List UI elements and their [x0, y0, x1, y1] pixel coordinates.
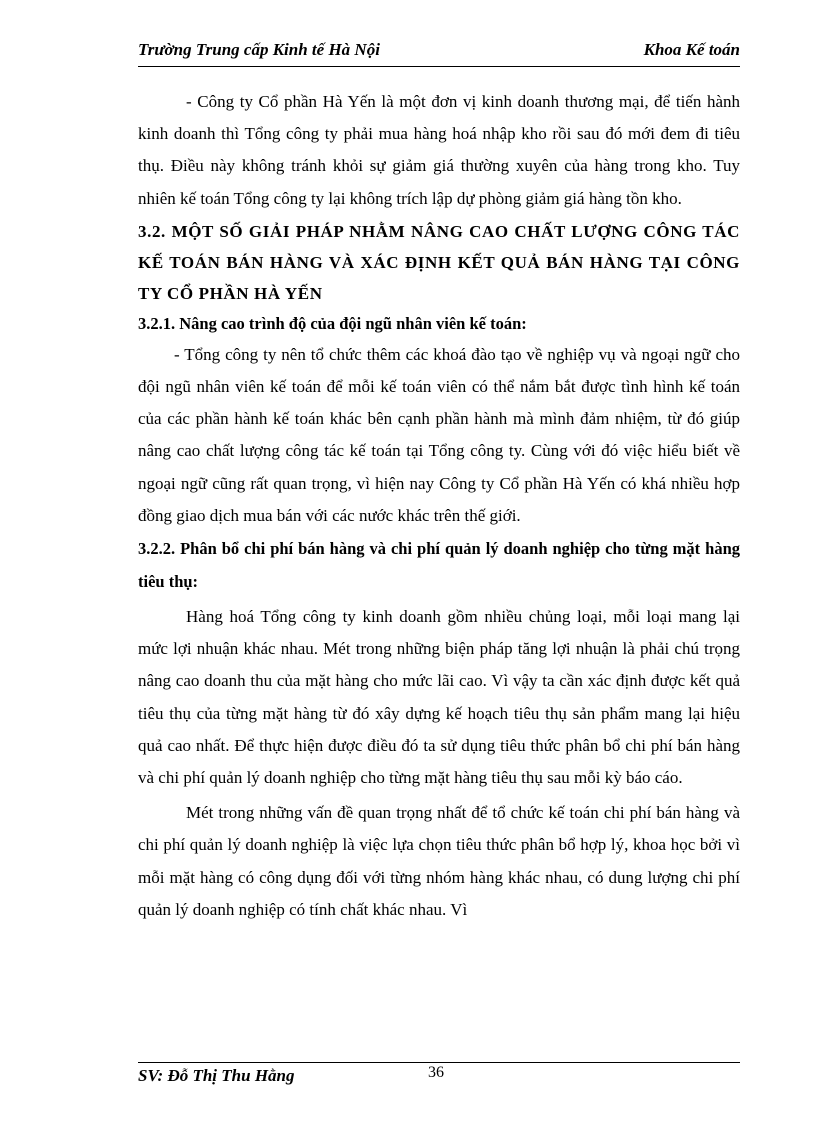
subsection-heading-1: 3.2.1. Nâng cao trình độ của đội ngũ nhân viên kế toán: [138, 313, 527, 333]
student-name: SV: Đỗ Thị Thu Hằng [138, 1066, 295, 1085]
page-header [138, 36, 740, 67]
paragraph-inventory: - Công ty Cổ phần Hà Yến là một đơn vị kinh doanh thương mại, để tiến hành kinh doanh thì Tổng công ty phải mua hàng hoá nhập kho rồi sau đó mới đem đi tiêu thụ. Điều này không tránh khỏi sự giảm giá thường xuyên của hàng trong kho. Tuy nhiên kế toán Tổng công ty lại không trích lập dự phòng giảm giá hàng tồn kho. [138, 92, 740, 208]
page-number: 36 [428, 1064, 444, 1081]
subsection-heading-2: 3.2.2. Phân bổ chi phí bán hàng và chi phí quản lý doanh nghiệp cho từng mặt hàng tiêu thụ: [138, 539, 740, 592]
paragraph-training: - Tổng công ty nên tổ chức thêm các khoá đào tạo về nghiệp vụ và ngoại ngữ cho đội ngũ nhân viên kế toán để mỗi kế toán viên có thể nắm bắt được tình hình kế toán của các phần hành kế toán khác bên cạnh phần hành mà mình đảm nhiệm, từ đó giúp nâng cao chất lượng công tác kế toán tại Tổng công ty. Cùng với đó việc hiểu biết về ngoại ngữ cũng rất quan trọng, vì hiện nay Công ty Cổ phần Hà Yến có khá nhiều hợp đồng giao dịch mua bán với các nước khác trên thế giới. [138, 344, 740, 525]
paragraph-allocation: Mét trong những vấn đề quan trọng nhất để tổ chức kế toán chi phí bán hàng và chi phí quản lý doanh nghiệp là việc lựa chọn tiêu thức phân bổ hợp lý, khoa học bởi vì mỗi mặt hàng có công dụng đối với từng nhóm hàng khác nhau, có dung lượng chi phí quản lý doanh nghiệp có tính chất khác nhau. Vì [138, 803, 740, 919]
section-heading: 3.2. MỘT SỐ GIẢI PHÁP NHẰM NÂNG CAO CHẤT LƯỢNG CÔNG TÁC KẾ TOÁN BÁN HÀNG VÀ XÁC ĐỊNH KẾT QUẢ BÁN HÀNG TẠI CÔNG TY CỔ PHẦN HÀ YẾN [138, 221, 740, 303]
faculty-name: Khoa Kế toán [643, 40, 740, 59]
document-body [138, 86, 740, 926]
paragraph-products: Hàng hoá Tổng công ty kinh doanh gồm nhiều chủng loại, mỗi loại mang lại mức lợi nhuận khác nhau. Mét trong những biện pháp tăng lợi nhuận là phải chú trọng nâng cao doanh thu của mặt hàng cho mức lãi cao. Vì vậy ta cần xác định được kết quả tiêu thụ của từng mặt hàng từ đó xây dựng kế hoạch tiêu thụ sản phẩm mang lại hiệu quả cao nhất. Để thực hiện được điều đó ta sử dụng tiêu thức phân bổ chi phí bán hàng và chi phí quản lý doanh nghiệp cho từng mặt hàng tiêu thụ sau mỗi kỳ báo cáo. [138, 607, 740, 788]
school-name: Trường Trung cấp Kinh tế Hà Nội [138, 40, 380, 59]
footer-divider [138, 1062, 740, 1063]
